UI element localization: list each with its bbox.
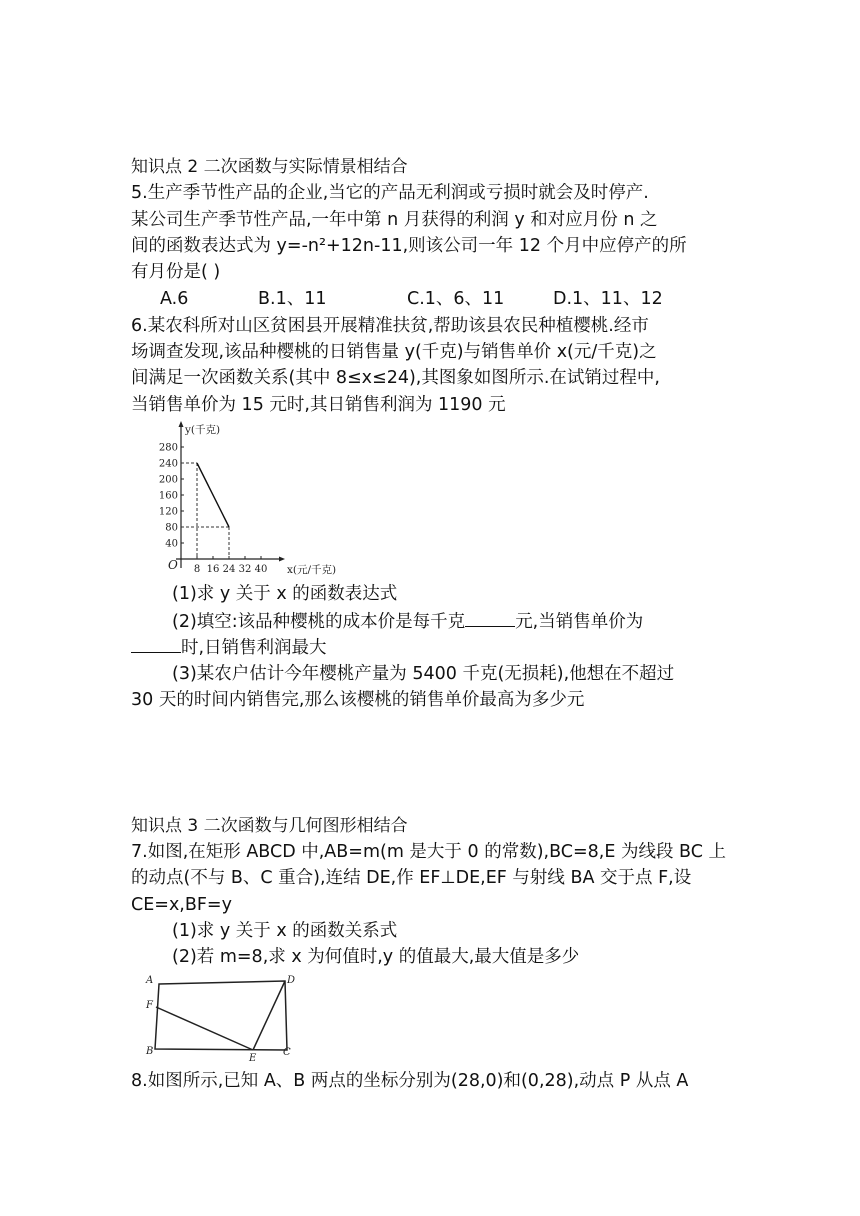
x-axis-arrow-icon bbox=[279, 557, 285, 562]
q6-line-1: 6.某农科所对山区贫困县开展精准扶贫,帮助该县农民种植樱桃.经市 bbox=[131, 316, 649, 336]
q5-option-c: C.1、6、11 bbox=[407, 289, 505, 309]
q7-part-1: (1)求 y 关于 x 的函数关系式 bbox=[172, 921, 398, 941]
q5-line-3: 间的函数表达式为 y=-n²+12n-11,则该公司一年 12 个月中应停产的所 bbox=[131, 236, 687, 256]
section-heading-3: 知识点 3 二次函数与几何图形相结合 bbox=[131, 816, 408, 836]
segment-fe bbox=[156, 1007, 253, 1050]
q7-line-3: CE=x,BF=y bbox=[131, 895, 232, 915]
q7-part-2: (2)若 m=8,求 x 为何值时,y 的值最大,最大值是多少 bbox=[172, 947, 580, 967]
answer-blank-price[interactable] bbox=[131, 634, 181, 653]
q6-part-3-line-1: (3)某农户估计今年樱桃产量为 5400 千克(无损耗),他想在不超过 bbox=[172, 664, 675, 684]
q7-line-2: 的动点(不与 B、C 重合),连结 DE,作 EF⊥DE,EF 与射线 BA 交于点 F,设 bbox=[131, 868, 692, 888]
q5-option-b: B.1、11 bbox=[258, 289, 327, 309]
y-tick-label: 240 bbox=[158, 458, 178, 470]
q5-line-2: 某公司生产季节性产品,一年中第 n 月获得的利润 y 和对应月份 n 之 bbox=[131, 210, 658, 230]
q6-part-2-text-a: (2)填空:该品种樱桃的成本价是每千克 bbox=[172, 612, 466, 632]
y-tick-label: 280 bbox=[158, 442, 178, 454]
series-line bbox=[197, 463, 229, 527]
q7-rectangle-figure bbox=[140, 972, 305, 1064]
q6-part-2-text-b: 元,当销售单价为 bbox=[515, 612, 644, 632]
q7-line-1: 7.如图,在矩形 ABCD 中,AB=m(m 是大于 0 的常数),BC=8,E 为线段 BC 上 bbox=[131, 842, 727, 862]
q6-line-4: 当销售单价为 15 元时,其日销售利润为 1190 元 bbox=[131, 395, 506, 415]
y-axis-label: y(千克) bbox=[185, 424, 221, 436]
label-e: E bbox=[249, 1053, 257, 1064]
label-d: D bbox=[287, 975, 296, 986]
q5-line-4: 有月份是( ) bbox=[131, 262, 221, 282]
y-tick-label: 200 bbox=[158, 474, 178, 486]
x-axis-label: x(元/千克) bbox=[287, 564, 337, 576]
y-tick-label: 120 bbox=[158, 506, 178, 518]
y-tick-label: 160 bbox=[158, 490, 178, 502]
x-tick-label: 16 bbox=[206, 564, 220, 575]
x-tick-label: 24 bbox=[222, 564, 236, 575]
label-a: A bbox=[146, 975, 154, 986]
x-tick-label: 32 bbox=[238, 564, 252, 575]
label-b: B bbox=[146, 1046, 154, 1057]
y-axis-arrow-icon bbox=[179, 421, 184, 427]
label-c: C bbox=[283, 1047, 291, 1058]
q8-line-1: 8.如图所示,已知 A、B 两点的坐标分别为(28,0)和(0,28),动点 P 从点 A bbox=[131, 1071, 689, 1091]
label-f: F bbox=[146, 1000, 153, 1011]
q5-option-a: A.6 bbox=[160, 289, 189, 309]
q6-line-3: 间满足一次函数关系(其中 8≤x≤24),其图象如图所示.在试销过程中, bbox=[131, 368, 660, 388]
q5-option-d: D.1、11、12 bbox=[553, 289, 663, 309]
x-tick-label: 40 bbox=[254, 564, 268, 575]
y-tick-label: 80 bbox=[165, 522, 178, 534]
segment-de bbox=[253, 981, 285, 1050]
y-tick-label: 40 bbox=[165, 538, 178, 550]
q6-part-3-line-2: 30 天的时间内销售完,那么该樱桃的销售单价最高为多少元 bbox=[131, 690, 585, 710]
x-tick-label: 8 bbox=[193, 564, 201, 575]
section-heading-2: 知识点 2 二次函数与实际情景相结合 bbox=[131, 157, 408, 177]
origin-label: O bbox=[168, 558, 178, 572]
q6-part-1: (1)求 y 关于 x 的函数表达式 bbox=[172, 584, 398, 604]
q6-part-2 bbox=[172, 608, 643, 635]
q5-line-1: 5.生产季节性产品的企业,当它的产品无利润或亏损时就会及时停产. bbox=[131, 183, 649, 203]
answer-blank-cost[interactable] bbox=[465, 608, 515, 627]
q6-part-2-cont bbox=[131, 634, 327, 661]
q6-line-2: 场调查发现,该品种樱桃的日销售量 y(千克)与销售单价 x(元/千克)之 bbox=[131, 342, 657, 362]
q6-line-chart bbox=[150, 418, 360, 580]
q6-part-2-text-c: 时,日销售利润最大 bbox=[181, 638, 327, 658]
